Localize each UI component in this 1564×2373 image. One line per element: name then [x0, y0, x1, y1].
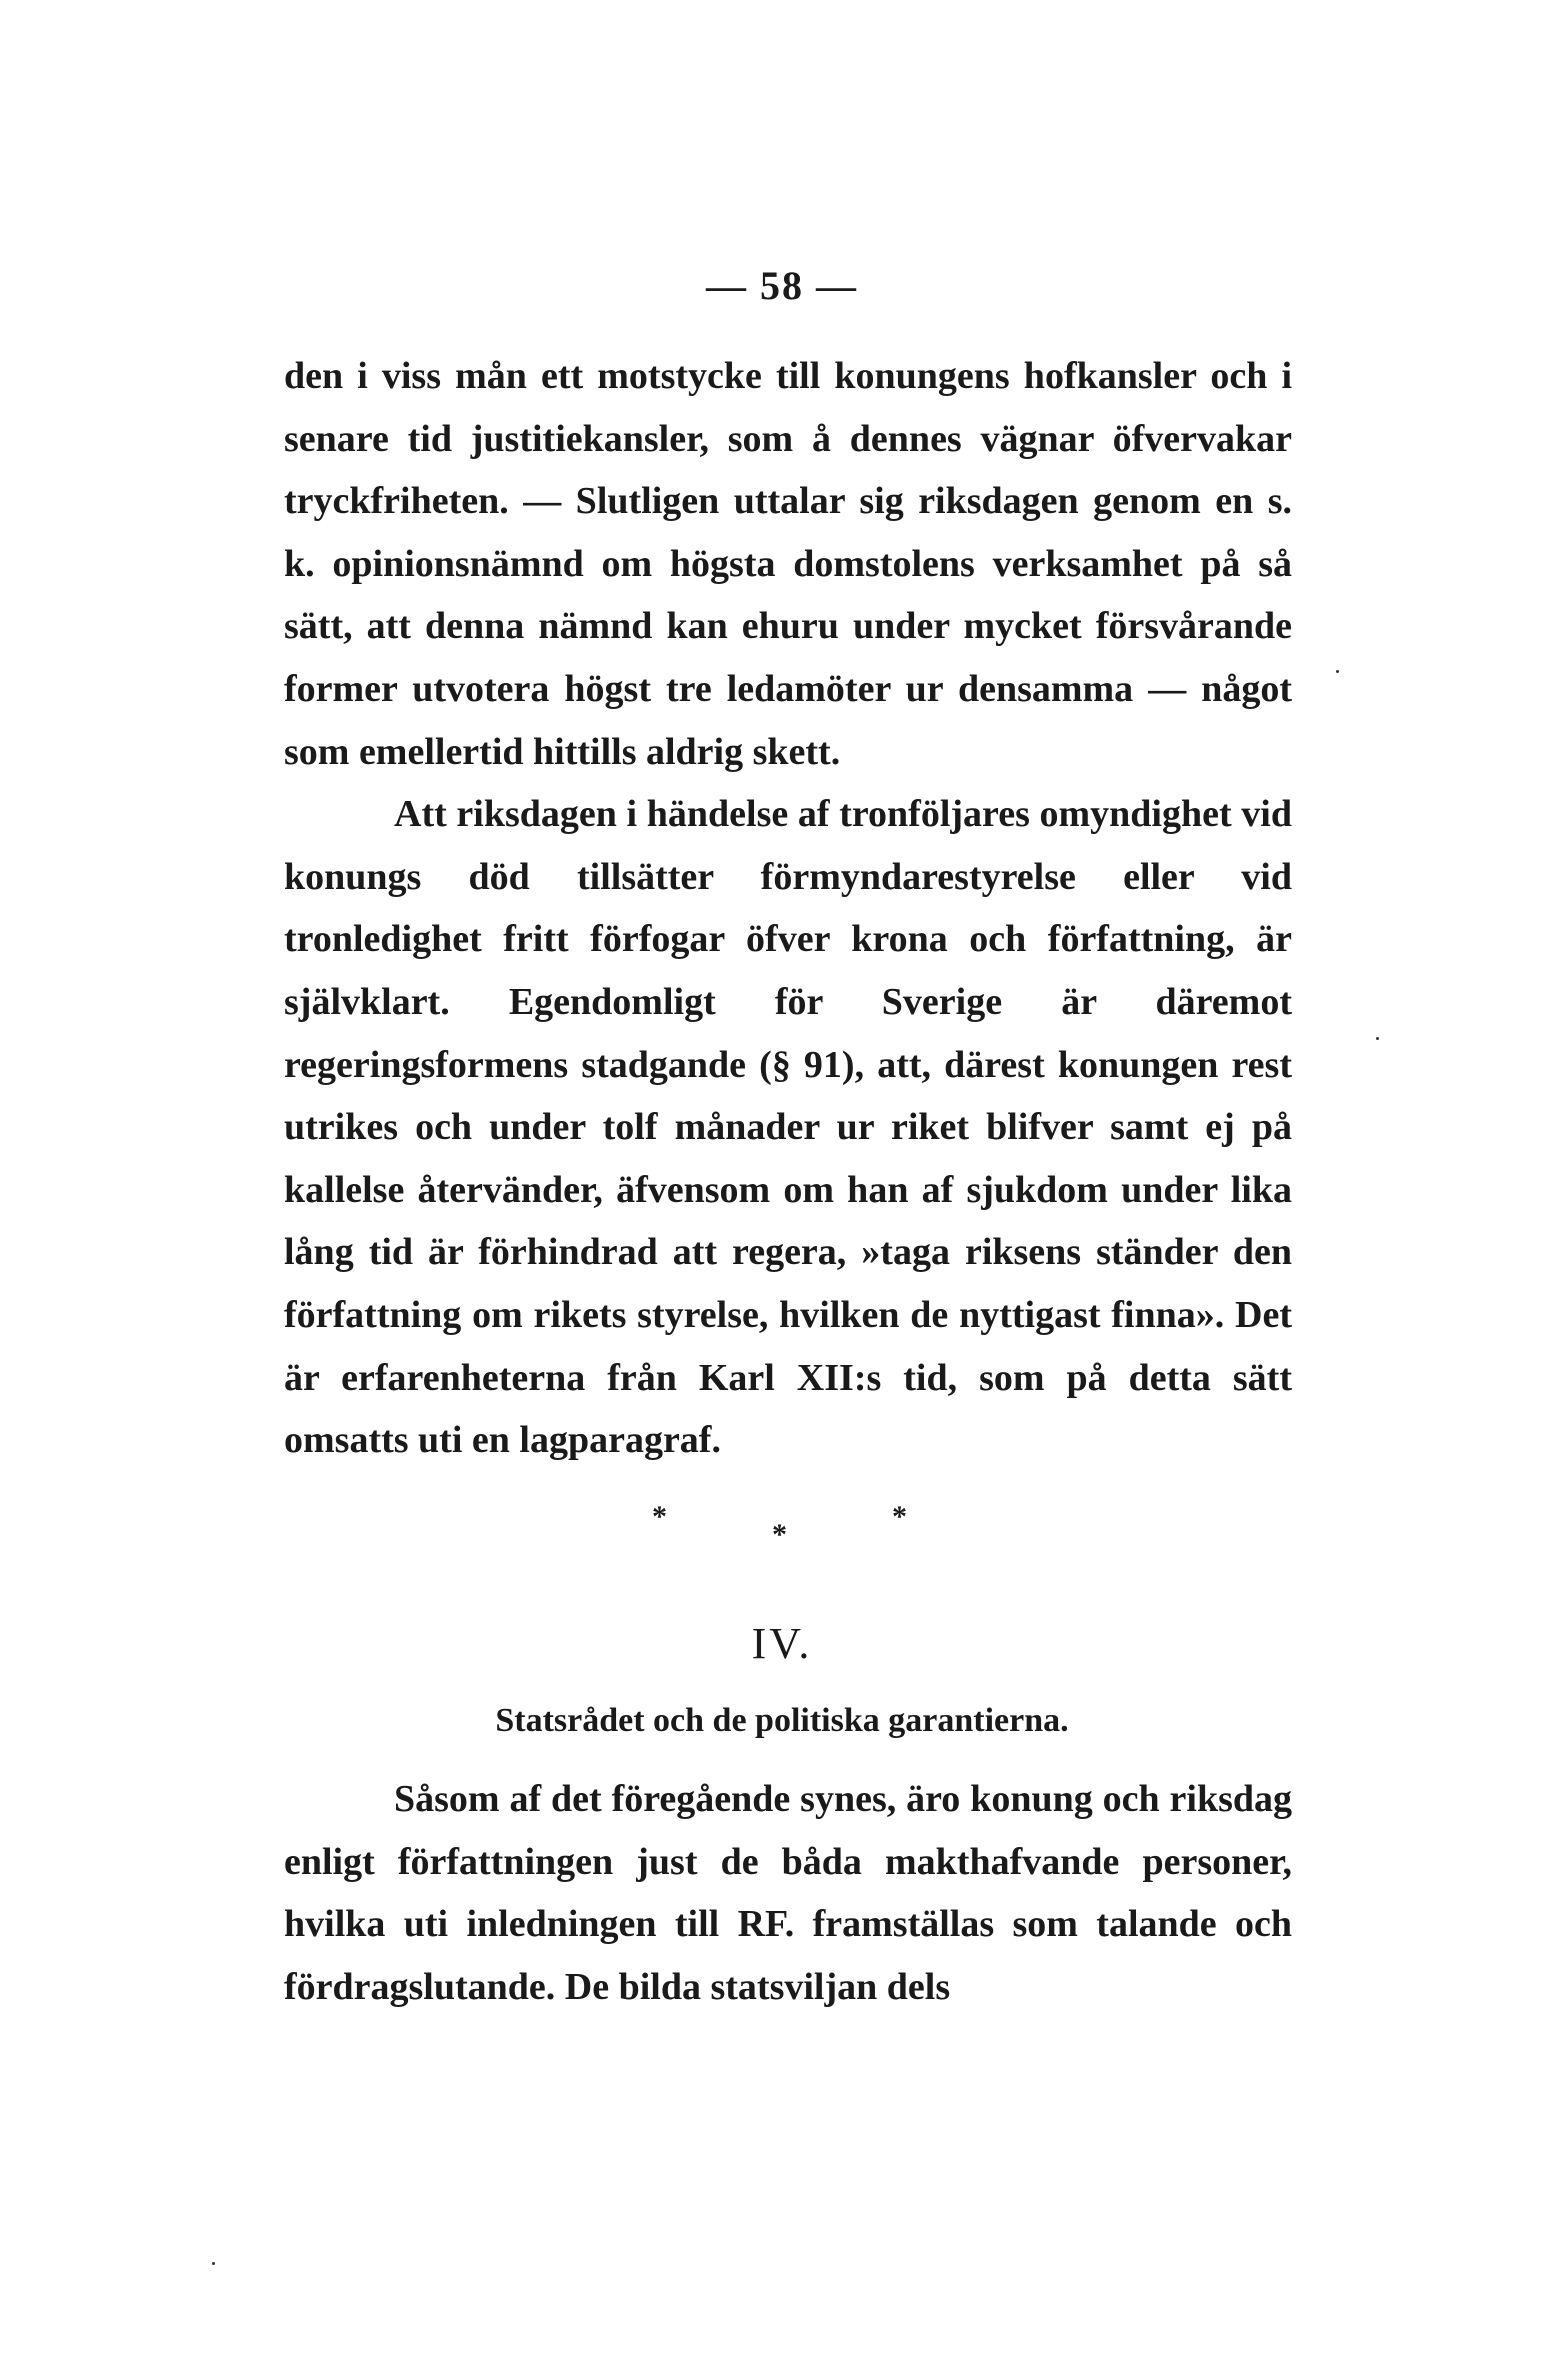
body-text-bottom: [284, 1768, 1292, 2018]
print-speck: [212, 2262, 215, 2265]
paragraph-riksdagen: Att riksdagen i händelse af tronföljares omyndighet vid konungs död tillsätter förmyndarestyrelse eller vid tronledighet fritt förfogar öfver krona och författning, är självklart. Egendomligt för Sverige är däremot regeringsformens stadgande (§ 91), att, därest konungen rest utrikes och under tolf månader ur riket blifver samt ej på kallelse återvänder, äfvensom om han af sjukdom under lika lång tid är förhindrad att regera, »taga riksens ständer den författning om rikets styrelse, hvilken de nyttigast finna». Det är erfarenheterna från Karl XII:s tid, som på detta sätt omsatts uti en lagparagraf.: [284, 793, 1292, 1462]
asterisk-center: *: [772, 1518, 787, 1551]
body-text-top: [284, 345, 1292, 1472]
section-numeral: IV.: [751, 1619, 813, 1668]
page-number: — 58 —: [706, 263, 858, 308]
section-separator: [0, 1500, 1564, 1580]
asterisk-left: *: [652, 1500, 667, 1533]
print-speck: [1376, 1037, 1379, 1040]
print-speck: [1336, 670, 1339, 673]
asterisk-right: *: [892, 1500, 907, 1533]
section-title: Statsrådet och de politiska garantierna.: [495, 1702, 1069, 1739]
paragraph-opinionsnamnd: den i viss mån ett motstycke till konungens hofkansler och i senare tid justitiekansler, som å dennes vägnar öfvervakar tryckfriheten. — Slutligen uttalar sig riksdagen genom en s. k. opinionsnämnd om högsta domstolens verksamhet på så sätt, att denna nämnd kan ehuru under mycket försvårande former utvotera högst tre ledamöter ur densamma — något som emellertid hittills aldrig skett.: [284, 355, 1292, 773]
paragraph-statsradet: Såsom af det föregående synes, äro konung och riksdag enligt författningen just de båda makthafvande personer, hvilka uti inledningen till RF. framställas som talande och fördragslutande. De bilda statsviljan dels: [284, 1778, 1292, 2008]
